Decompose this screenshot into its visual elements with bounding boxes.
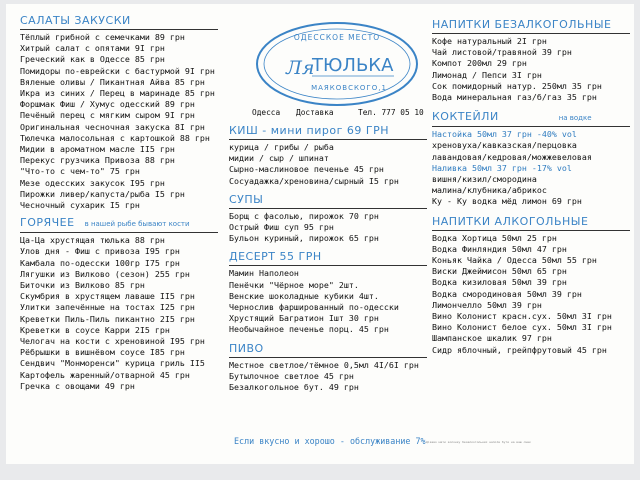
section-title-soups: СУПЫ <box>229 192 264 206</box>
menu-item: хреновуха/кавказская/перцовка <box>432 140 577 151</box>
left-column <box>20 14 218 392</box>
menu-item: Хитрый салат с опятами 9I грн <box>20 43 165 54</box>
menu-item: Кофе натуральный 2I грн <box>432 36 547 46</box>
menu-item: Мамин Наполеон <box>229 268 299 279</box>
menu-item: Печёный перец с мягким сыром 9I грн <box>20 110 195 121</box>
section-rule <box>229 208 427 209</box>
tyulka-logo <box>254 20 420 108</box>
menu-item: Оригинальная чесночная закуска 8I грн <box>20 121 205 132</box>
right-column <box>432 18 630 356</box>
menu-item: Помидоры по-еврейски с бастурмой 9I грн <box>20 65 215 76</box>
section-title-salads: САЛАТЫ ЗАКУСКИ <box>20 14 131 27</box>
quiche-list <box>229 142 427 187</box>
dessert-list <box>229 268 427 335</box>
menu-item: Сидр яблочный, грейпфрутовый 45 грн <box>432 344 607 355</box>
hot-list <box>20 235 218 392</box>
menu-item: Креветки Пиль-Пиль пикантно 2I5 грн <box>20 313 195 324</box>
menu-item: Коньяк Чайка / Одесса 50мл 55 грн <box>432 255 597 266</box>
menu-item: лавандовая/кедровая/можжевеловая <box>432 151 592 162</box>
menu-item: Чернослив фаршированный по-одесски <box>229 302 399 313</box>
section-title-dessert: ДЕСЕРТ 55 ГРН <box>229 250 322 264</box>
menu-item: Пирожки ливер/капуста/рыба I5 грн <box>20 188 185 199</box>
middle-column <box>229 124 427 393</box>
menu-item: Виски Джеймисон 50мл 65 грн <box>432 266 567 277</box>
cocktails-list <box>432 129 630 207</box>
menu-item: Сосуадажка/хреновина/сырный I5 грн <box>229 175 399 186</box>
contact-phone: Тел. 777 05 10 <box>358 108 424 117</box>
menu-item: Тёплый грибной с семечками 89 грн <box>20 32 185 42</box>
section-title-soft-drinks: НАПИТКИ БЕЗАЛКОГОЛЬНЫЕ <box>432 18 612 31</box>
menu-item: Камбала по-одесски 100гр I75 грн <box>20 257 180 268</box>
menu-item: Бульон куриный, пирожок 65 грн <box>229 233 379 244</box>
menu-item: Борщ с фасолью, пирожок 70 грн <box>229 210 379 221</box>
menu-item: Венские шоколадные кубики 4шт. <box>229 290 379 301</box>
section-rule <box>229 357 427 358</box>
menu-item: Форшмак Фиш / Хумус одесский 89 грн <box>20 99 195 110</box>
logo-top-text: ОДЕССКОЕ МЕСТО <box>293 33 381 42</box>
menu-item: вишня/кизил/смородина <box>432 174 537 185</box>
section-rule <box>20 29 218 30</box>
menu-item: Хрустящий Багратион Iшт 30 грн <box>229 313 379 324</box>
menu-item: Улов дня - Фиш с привоза I95 грн <box>20 246 180 257</box>
menu-item: Скумбрия в хрустящем лаваше II5 грн <box>20 291 195 302</box>
menu-item: Икра из синих / Перец в маринаде 85 грн <box>20 88 215 99</box>
section-title-cocktails: КОКТЕЙЛИ на водке <box>432 110 592 124</box>
menu-item: мидии / сыр / шпинат <box>229 153 329 164</box>
soft-drinks-list <box>432 36 630 103</box>
section-title-quiche: КИШ - мини пирог 69 ГРН <box>229 124 389 137</box>
menu-item: Настойка 50мл 37 грн -40% vol <box>432 129 577 140</box>
menu-item: Греческий как в Одессе 85 грн <box>20 54 165 65</box>
menu-item: Сендвич "Монморенси" курица гриль II5 <box>20 358 205 369</box>
menu-item: Гречка с овощами 49 грн <box>20 380 135 391</box>
salads-list <box>20 32 218 211</box>
section-rule <box>20 232 218 233</box>
service-charge-note: Если вкусно и хорошо - обслуживание 7% <box>234 436 426 446</box>
section-rule <box>432 230 630 231</box>
menu-item: Лимонад / Пепси 3I грн <box>432 69 542 80</box>
section-rule <box>229 139 427 140</box>
menu-item: Острый Фиш суп 95 грн <box>229 222 334 233</box>
menu-item: Вино Колонист белое сух. 50мл 3I грн <box>432 322 612 333</box>
menu-item: Необычайное печенье порц. 45 грн <box>229 324 389 335</box>
menu-item: "Что-то с чем-то" 75 грн <box>20 166 140 177</box>
menu-item: Картофель жаренный/отварной 45 грн <box>20 369 190 380</box>
alcohol-list <box>432 233 630 356</box>
menu-item: курица / грибы / рыба <box>229 142 334 152</box>
menu-item: Лимончелло 50мл 39 грн <box>432 299 542 310</box>
menu-item: Челогач на кости с хреновиной I95 грн <box>20 336 205 347</box>
section-title-hot: ГОРЯЧЕЕ в нашей рыбе бывают кости <box>20 216 190 230</box>
menu-item: Компот 200мл 29 грн <box>432 58 527 69</box>
section-rule <box>229 265 427 266</box>
menu-item: Улитки запечённые на тостах I25 грн <box>20 302 195 313</box>
section-rule <box>432 33 630 34</box>
menu-item: Тюлечка малосольная с картошкой 88 грн <box>20 132 210 143</box>
menu-item: Мидии в ароматном масле II5 грн <box>20 144 175 155</box>
menu-item: малина/клубника/абрикос <box>432 185 547 196</box>
menu-item: Рёбрышки в вишнёвом соусе I85 грн <box>20 347 185 358</box>
contact-delivery: Доставка <box>296 108 334 117</box>
menu-item: Биточки из Вилково 85 грн <box>20 280 145 291</box>
fine-print: Цікаво мати колонку безалкогольних напоїв бути на ваш смак <box>426 440 531 444</box>
menu-item: Водка кизиловая 50мл 39 грн <box>432 277 567 288</box>
menu-item: Чай листовой/травяной 39 грн <box>432 47 572 58</box>
beer-list <box>229 360 427 394</box>
menu-item: Ку - Ку водка мёд лимон 69 грн <box>432 196 582 207</box>
section-rule <box>432 126 630 127</box>
section-title-alcohol: НАПИТКИ АЛКОГОЛЬНЫЕ <box>432 214 589 228</box>
menu-item: Водка смородиновая 50мл 39 грн <box>432 288 582 299</box>
menu-item: Лягушки из Вилково (сезон) 255 грн <box>20 268 190 279</box>
menu-item: Безалкогольное бут. 49 грн <box>229 382 359 393</box>
menu-item: Наливка 50мл 37 грн -17% vol <box>432 162 572 173</box>
menu-item: Шампанское шкалик 97 грн <box>432 333 552 344</box>
menu-item: Чесночный сухарик I5 грн <box>20 200 140 211</box>
logo-script: Ля <box>286 57 315 79</box>
menu-item: Водка Финляндия 50мл 47 грн <box>432 243 567 254</box>
section-title-beer: ПИВО <box>229 341 264 355</box>
menu-item: Сырно-маслиновое печенье 45 грн <box>229 164 384 175</box>
logo-bottom-text: МАЯКОВСКОГО,1 <box>311 84 387 92</box>
menu-item: Пенёчки "Чёрное море" 2шт. <box>229 279 359 290</box>
contact-city: Одесса <box>252 108 281 117</box>
menu-item: Вяленые оливы / Пикантная Айва 85 грн <box>20 76 205 87</box>
menu-item: Перекус грузчика Привоза 88 грн <box>20 155 175 166</box>
menu-item: Мезе одесских закусок I95 грн <box>20 177 165 188</box>
logo-name: ТЮЛЬКА <box>312 55 394 76</box>
menu-item: Местное светлое/тёмное 0,5мл 4I/6I грн <box>229 359 419 370</box>
menu-item: Вино Колонист красн.сух. 50мл 3I грн <box>432 311 612 322</box>
menu-page <box>6 4 634 464</box>
menu-item: Ца-Ца хрустящая тюлька 88 грн <box>20 235 165 246</box>
menu-item: Бутылочное светлое 45 грн <box>229 370 354 381</box>
menu-item: Вода минеральная газ/б/газ 35 грн <box>432 92 597 103</box>
menu-item: Водка Хортица 50мл 25 грн <box>432 232 557 243</box>
menu-item: Креветки в соусе Карри 2I5 грн <box>20 324 170 335</box>
soups-list <box>229 211 427 245</box>
menu-item: Сок помидорный натур. 250мл 35 грн <box>432 80 602 91</box>
